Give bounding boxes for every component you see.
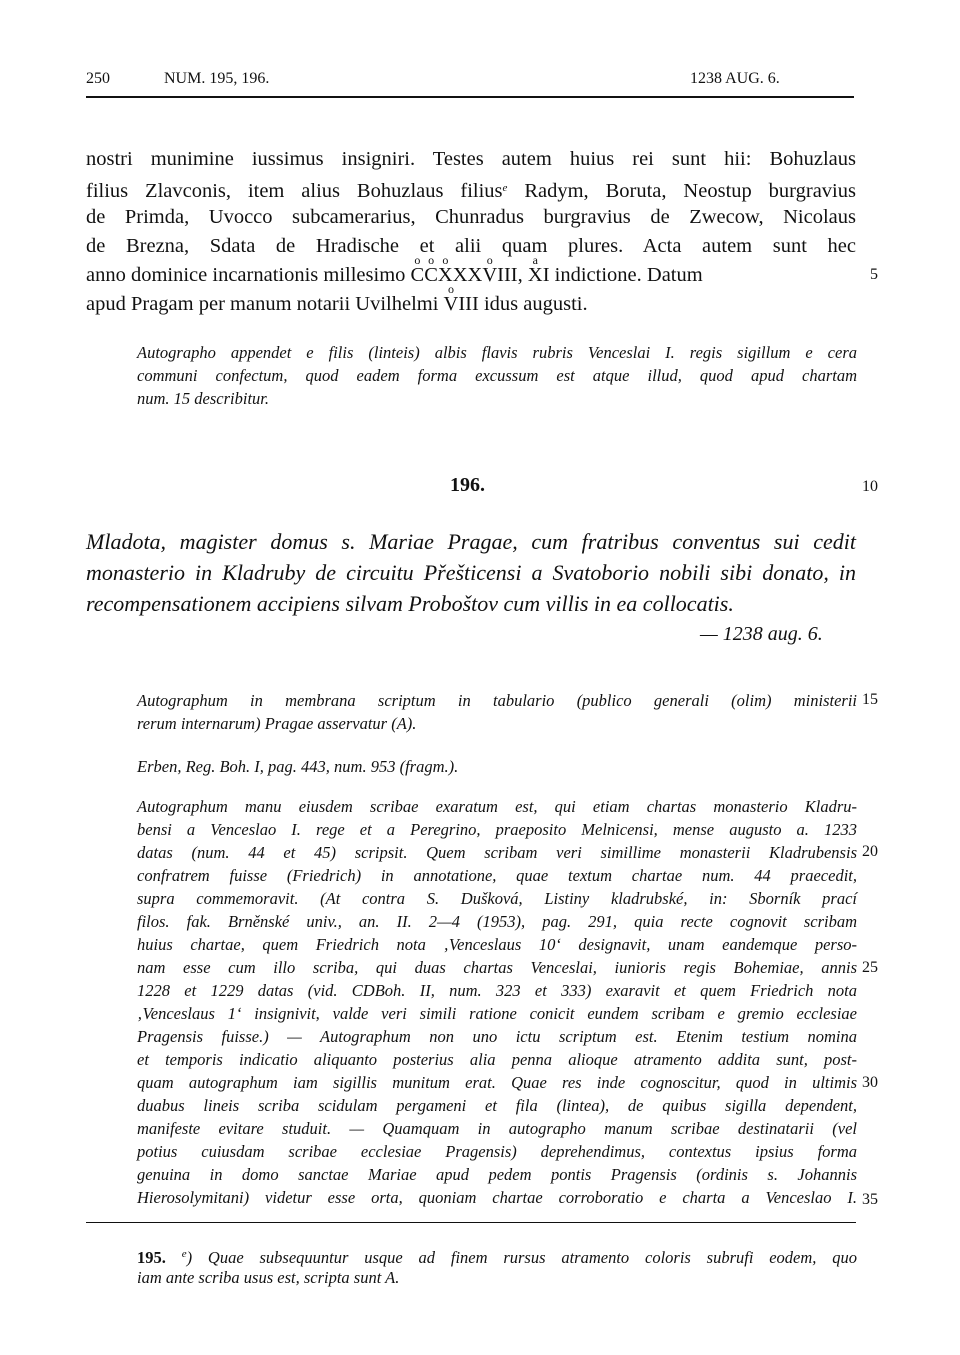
numeral: III, [497, 264, 528, 286]
apparatus-line: ‚Venceslaus 1‘ insignivit, valde veri simili ratione conicit eundem scribam e gremio ecclesiae [137, 1004, 857, 1023]
apparatus-line: potius cuiusdam scribae ecclesiae Pragensis) deprehendimus, contextus ipsius forma [137, 1142, 857, 1161]
superscript-o: o [442, 253, 449, 267]
footnote-line-2: iam ante scriba usus est, scripta sunt A. [137, 1268, 400, 1287]
apparatus-edition: Erben, Reg. Boh. I, pag. 443, num. 953 (fragm.). [137, 757, 459, 776]
line-number: 10 [862, 478, 878, 495]
superscript-o: o [428, 253, 435, 267]
line-number: 5 [870, 266, 878, 283]
text-segment: apud Pragam per manum notarii Uvilhelmi [86, 293, 444, 315]
apparatus-line: genuina in domo sanctae Mariae apud pedem pontis Pragensis (ordinis s. Johannis [137, 1165, 857, 1184]
line-number: 25 [862, 959, 878, 976]
numeral-letter [527, 253, 543, 287]
apparatus-line: bensi a Venceslao I. rege et a Peregrino, praeposito Melnicensi, mense augusto a. 1233 [137, 820, 857, 839]
superscript-o: o [447, 282, 454, 296]
apparatus-line: huius chartae, quem Friedrich nota ‚Venceslaus 10‘ designavit, unam eandemque perso- [137, 935, 857, 954]
numeral-letter [410, 253, 425, 287]
seal-note-line-2: communi confectum, quod eadem forma excussum est atque illud, quod apud chartam [137, 366, 857, 385]
text-segment: anno dominice incarnationis millesimo [86, 264, 411, 286]
header-rule [86, 96, 854, 98]
apparatus-line: filos. fak. Brněnské univ., an. II. 2—4 (1953), pag. 291, quia recte cognovit scribam [137, 912, 857, 931]
text-segment: filius Zlavconis, item alius Bohuzlaus filius [86, 180, 503, 202]
apparatus-line: manifeste evitare studuit. — Quamquam in autographo manum scribae destinatarii (vel [137, 1119, 857, 1138]
apparatus-line: Pragensis fuisse.) — Autographum non uno ictu scriptum est. Etenim testium nomina [137, 1027, 857, 1046]
apparatus-line: quam autographum iam sigillis munitum erat. Quae res inde cognoscitur, quod in ultimis [137, 1073, 857, 1092]
apparatus-line: Hierosolymitani) videtur esse orta, quoniam chartae corroboratio e charta a Venceslao I. [137, 1188, 857, 1207]
text-line-5 [86, 253, 703, 287]
regest-line-1: Mladota, magister domus s. Mariae Pragae, cum fratribus conventus sui cedit [86, 529, 856, 554]
text-line-3: de Primda, Uvocco subcamerarius, Chunradus burgravius de Zwecow, Nicolaus [86, 206, 856, 228]
apparatus-line: Autographum manu eiusdem scribae exaratum est, qui etiam chartas monasterio Kladru- [137, 797, 857, 816]
footnote-rule [86, 1222, 856, 1223]
apparatus-line: et temporis indicatio aliquanto posterius alia penna alioque atramento addita sunt, post- [137, 1050, 857, 1069]
footnote-marker: e [181, 1248, 187, 1260]
numeral: C [410, 264, 425, 286]
numeral: X [467, 264, 483, 286]
numeral-letter [424, 253, 438, 287]
apparatus-line: datas (num. 44 et 45) scripsit. Quem scribam veri simillime monasterii Kladrubensis [137, 843, 857, 862]
superscript-o: o [414, 253, 421, 267]
header-date: 1238 AUG. 6. [690, 70, 780, 87]
apparatus-line: supra commemoravit. (At contra S. Dušková, Listiny kladrubské, in: Sborník prací [137, 889, 857, 908]
apparatus-line: rerum internarum) Pragae asservatur (A). [137, 714, 417, 733]
page-number: 250 [86, 70, 110, 87]
apparatus-line: duabus lineis scriba scidulam pergameni et fila (lintea), de quibus sigilla dependent, [137, 1096, 857, 1115]
text-line-2 [86, 176, 856, 203]
seal-note-line-1: Autographo appendet e filis (linteis) albis flavis rubris Venceslai I. regis sigillum e cera [137, 343, 857, 362]
line-number: 35 [862, 1191, 878, 1208]
footnote-number: 195. [137, 1248, 166, 1267]
numeral: X [527, 264, 543, 286]
regest-line-3: recompensationem accipiens silvam Proboštov cum villis in ea collocatis. [86, 591, 734, 616]
numeral-letter [482, 253, 498, 287]
apparatus-line: nam esse cum illo scriba, qui duas chartas Venceslai, iunioris regis Bohemiae, annis [137, 958, 857, 977]
line-number: 30 [862, 1074, 878, 1091]
document-numbers: NUM. 195, 196. [164, 70, 270, 87]
apparatus-line: 1228 et 1229 datas (vid. CDBoh. II, num. 323 et 333) exaravit et quem Friedrich nota [137, 981, 857, 1000]
line-number: 15 [862, 691, 878, 708]
numeral-letter [443, 282, 459, 316]
superscript-o: o [486, 253, 493, 267]
line-number: 20 [862, 843, 878, 860]
numeral: X [437, 264, 453, 286]
text-segment: Radym, Boruta, Neostup burgravius [507, 180, 856, 202]
superscript-a: a [532, 253, 538, 267]
apparatus-line: Autographum in membrana scriptum in tabulario (publico generali (olim) ministerii [137, 691, 857, 710]
regest-date: — 1238 aug. 6. [700, 623, 823, 645]
numeral: X [452, 264, 468, 286]
document-number: 196. [450, 474, 485, 496]
text-line-6 [86, 282, 588, 316]
footnote-marker: e [502, 182, 508, 194]
footnote-line-1 [137, 1243, 857, 1269]
text-line-1: nostri munimine iussimus insigniri. Testes autem huius rei sunt hii: Bohuzlaus [86, 148, 856, 170]
text-segment: III idus augusti. [458, 293, 588, 315]
seal-note-line-3: num. 15 describitur. [137, 389, 269, 408]
numeral: C [424, 264, 438, 286]
numeral: V [443, 293, 459, 315]
regest-line-2: monasterio in Kladruby de circuitu Přešticensi a Svatoborio nobili sibi donato, in [86, 560, 856, 585]
text-line-4: de Brezna, Sdata de Hradische et alii quam plures. Acta autem sunt hec [86, 235, 856, 257]
apparatus-line: confratrem fuisse (Friedrich) in annotatione, quae textum chartae num. 44 praecedit, [137, 866, 857, 885]
text-segment: I indictione. Datum [542, 264, 703, 286]
numeral: V [482, 264, 498, 286]
footnote-text: ) Quae subsequuntur usque ad finem rursus atramento coloris subrufi eodem, quo [186, 1248, 857, 1267]
